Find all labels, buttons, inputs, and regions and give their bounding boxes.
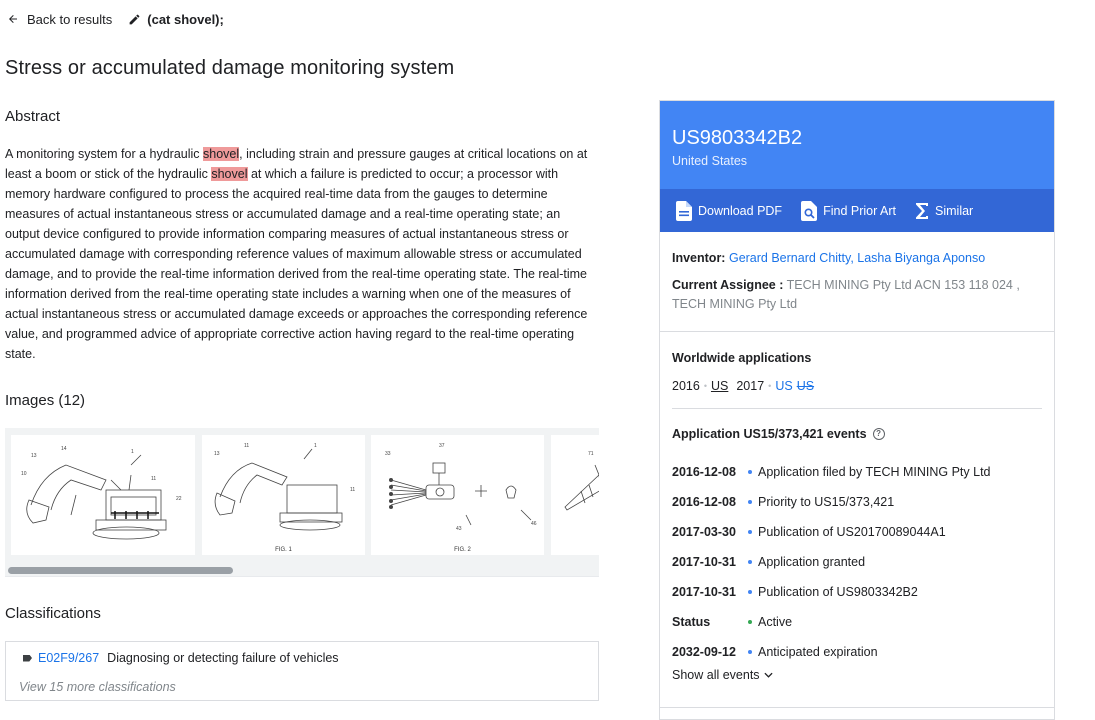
event-text: Application granted bbox=[758, 555, 866, 569]
assignee-line bbox=[672, 276, 1042, 314]
pencil-icon bbox=[128, 13, 141, 26]
document-search-icon bbox=[801, 201, 817, 221]
abstract-part: A monitoring system for a hydraulic bbox=[5, 147, 203, 161]
svg-text:1: 1 bbox=[314, 443, 317, 449]
inventor-label: Inventor: bbox=[672, 251, 726, 265]
arrow-back-icon bbox=[7, 13, 19, 25]
events-heading-text: Application US15/373,421 events bbox=[672, 427, 867, 441]
status-value: Active bbox=[758, 615, 793, 629]
timeline-event bbox=[672, 637, 1042, 667]
similar-label: Similar bbox=[935, 203, 974, 218]
download-pdf-label: Download PDF bbox=[698, 203, 783, 218]
timeline-event bbox=[672, 607, 1042, 637]
timeline-dot-icon bbox=[748, 470, 752, 474]
event-text: Publication of US9803342B2 bbox=[758, 585, 918, 599]
svg-text:11: 11 bbox=[151, 476, 157, 482]
svg-text:13: 13 bbox=[31, 453, 37, 459]
sigma-icon bbox=[915, 202, 929, 220]
panel-header bbox=[660, 101, 1054, 189]
svg-text:46: 46 bbox=[531, 521, 537, 527]
event-text: Application filed by TECH MINING Pty Ltd bbox=[758, 465, 991, 479]
abstract-part: at which a failure is predicted to occur; a processor with memory hardware configured to process the acquired real-time data from the gauges to determine measures of actual instantaneous stress or accumulated damage and a real-time operating state; an output device configured to provide information comparing measures of actual instantaneous stress or accumulated damage with corresponding reference values of maximum allowable stress or accumulated damage, and to provide the real-time information derived from the real-time operating state. The real-time information derived from the real-time operating state includes a warning when one of the measures of actual instantaneous stress or accumulated damage exceeds or approaches the corresponding reference value, and programmed advice of appropriate corrective action having regard to the real-time operating state. bbox=[5, 167, 588, 361]
timeline-event bbox=[672, 577, 1042, 607]
status-dot-icon bbox=[748, 620, 752, 624]
application-year: 2017 bbox=[736, 379, 765, 393]
carousel-scrollbar-thumb[interactable] bbox=[8, 567, 233, 574]
figure-caption: FIG. 1 bbox=[275, 547, 292, 553]
timeline-dot-icon bbox=[748, 590, 752, 594]
image-carousel[interactable] bbox=[5, 428, 599, 577]
timeline-event bbox=[672, 517, 1042, 547]
timeline-dot-icon bbox=[748, 650, 752, 654]
find-prior-art-button[interactable] bbox=[801, 201, 896, 221]
application-country-link[interactable]: US bbox=[775, 379, 793, 393]
figure-caption: FIG. 2 bbox=[454, 547, 471, 553]
patent-drawing-thumbnail[interactable] bbox=[11, 435, 195, 555]
similar-button[interactable] bbox=[915, 202, 973, 220]
view-more-classifications-link[interactable]: View 15 more classifications bbox=[19, 680, 176, 694]
classification-row bbox=[23, 651, 339, 665]
application-country-current[interactable]: US bbox=[710, 379, 729, 393]
inventor-links[interactable]: Gerard Bernard Chitty, Lasha Biyanga Aponso bbox=[728, 251, 986, 265]
search-highlight: shovel bbox=[211, 167, 248, 181]
component-drawing-icon bbox=[551, 435, 599, 555]
excavator-drawing-icon bbox=[11, 435, 195, 555]
worldwide-applications-row bbox=[672, 379, 814, 393]
timeline-event bbox=[672, 457, 1042, 487]
patent-drawing-thumbnail[interactable] bbox=[371, 435, 544, 555]
application-year: 2016 bbox=[672, 379, 700, 393]
svg-text:1: 1 bbox=[131, 449, 134, 455]
assignee-label: Current Assignee : bbox=[672, 278, 784, 292]
timeline-dot-icon bbox=[748, 560, 752, 564]
section-divider bbox=[660, 331, 1054, 332]
svg-text:11: 11 bbox=[350, 487, 356, 493]
images-heading: Images (12) bbox=[5, 392, 86, 409]
svg-text:14: 14 bbox=[61, 446, 67, 452]
timeline-event bbox=[672, 487, 1042, 517]
timeline-dot-icon bbox=[748, 500, 752, 504]
classifications-heading: Classifications bbox=[5, 605, 101, 622]
top-bar bbox=[7, 10, 224, 28]
event-date: 2017-10-31 bbox=[672, 585, 736, 599]
back-to-results-label: Back to results bbox=[27, 11, 113, 27]
patent-drawing-thumbnail[interactable] bbox=[202, 435, 365, 555]
event-text: Priority to US15/373,421 bbox=[758, 495, 895, 509]
abstract-text bbox=[5, 144, 590, 364]
assignee-value: TECH MINING Pty Ltd ACN 153 118 024 , TECH MINING Pty Ltd bbox=[672, 278, 1020, 311]
svg-text:37: 37 bbox=[439, 443, 445, 449]
event-date: 2032-09-12 bbox=[672, 645, 736, 659]
patent-info-panel bbox=[659, 100, 1055, 720]
label-tag-icon bbox=[23, 655, 32, 662]
publication-number: US9803342B2 bbox=[672, 127, 803, 149]
abstract-heading: Abstract bbox=[5, 108, 61, 125]
svg-text:43: 43 bbox=[456, 526, 462, 532]
status-label: Status bbox=[672, 615, 711, 629]
svg-text:13: 13 bbox=[214, 451, 220, 457]
patent-drawing-thumbnail[interactable] bbox=[551, 435, 599, 555]
search-query[interactable] bbox=[128, 12, 224, 27]
events-heading bbox=[672, 427, 885, 441]
search-query-text: (cat shovel); bbox=[147, 11, 224, 27]
classification-description: Diagnosing or detecting failure of vehicles bbox=[107, 651, 339, 665]
download-pdf-button[interactable] bbox=[676, 201, 782, 221]
abstract-part: , including strain and pressure gauges at critical locations on at least a boom or stick of the hydraulic bbox=[5, 147, 588, 181]
schematic-drawing-icon bbox=[371, 435, 544, 555]
show-all-events-label: Show all events bbox=[672, 668, 760, 682]
excavator-drawing-icon bbox=[202, 435, 365, 555]
pdf-document-icon bbox=[676, 201, 692, 221]
timeline-event bbox=[672, 547, 1042, 577]
classifications-box bbox=[5, 641, 599, 701]
help-icon[interactable]: ? bbox=[873, 428, 885, 440]
timeline-dot-icon bbox=[748, 530, 752, 534]
svg-text:22: 22 bbox=[176, 496, 182, 502]
search-highlight: shovel bbox=[203, 147, 240, 161]
event-text: Publication of US20170089044A1 bbox=[758, 525, 946, 539]
event-date: 2016-12-08 bbox=[672, 465, 736, 479]
svg-text:10: 10 bbox=[21, 471, 27, 477]
events-timeline bbox=[672, 457, 1042, 667]
inventor-line bbox=[672, 249, 1042, 268]
patent-title: Stress or accumulated damage monitoring system bbox=[5, 57, 455, 79]
application-country-link-expired[interactable]: US bbox=[796, 379, 815, 393]
svg-text:33: 33 bbox=[385, 451, 391, 457]
carousel-scrollbar[interactable] bbox=[5, 565, 599, 575]
event-date: 2017-10-31 bbox=[672, 555, 736, 569]
classification-code-link[interactable]: E02F9/267 bbox=[38, 651, 100, 665]
chevron-down-icon bbox=[764, 672, 773, 678]
svg-text:71: 71 bbox=[588, 451, 594, 457]
svg-text:11: 11 bbox=[244, 443, 250, 449]
bibliographic-info bbox=[672, 249, 1042, 314]
panel-action-bar bbox=[660, 189, 1054, 232]
publication-country: United States bbox=[672, 154, 748, 168]
worldwide-applications-heading: Worldwide applications bbox=[672, 351, 812, 365]
dot-separator-icon: • bbox=[703, 381, 707, 391]
event-date: 2017-03-30 bbox=[672, 525, 736, 539]
event-date: 2016-12-08 bbox=[672, 495, 736, 509]
dot-separator-icon: • bbox=[768, 381, 772, 391]
back-to-results-link[interactable] bbox=[7, 12, 112, 27]
find-prior-art-label: Find Prior Art bbox=[823, 203, 897, 218]
event-text: Anticipated expiration bbox=[758, 645, 878, 659]
show-all-events-button[interactable] bbox=[672, 668, 773, 682]
section-divider bbox=[672, 408, 1042, 409]
